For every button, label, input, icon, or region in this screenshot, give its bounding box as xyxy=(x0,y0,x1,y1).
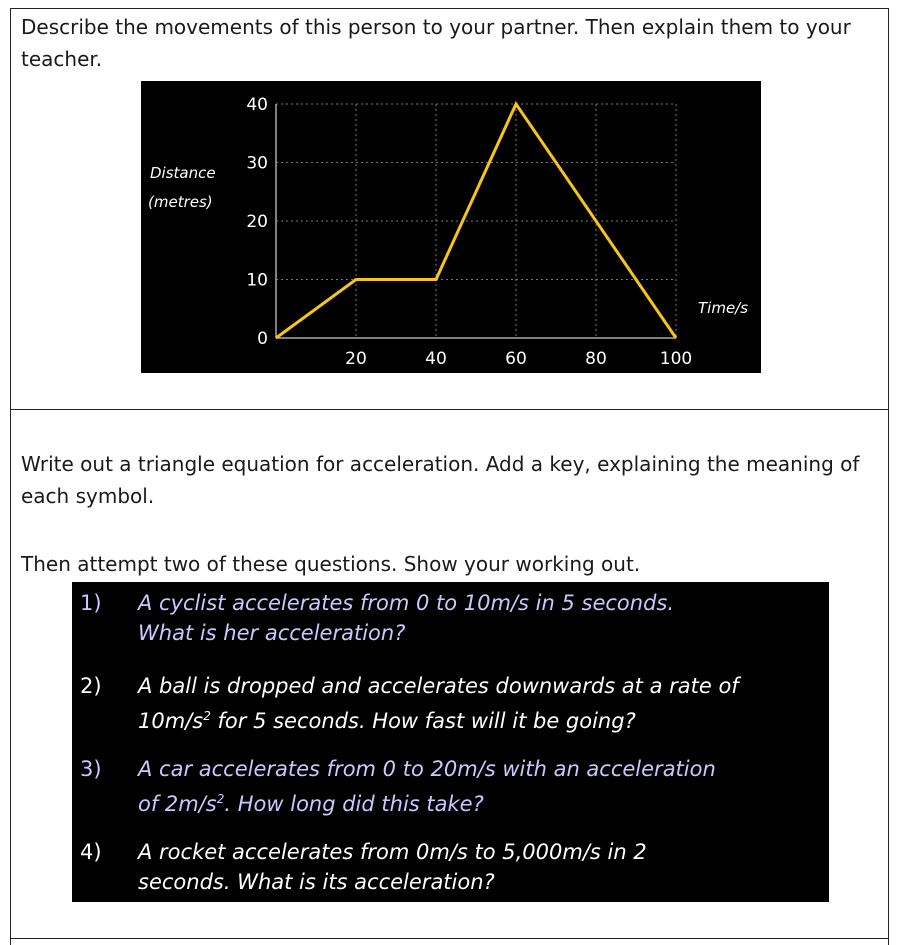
task2-instruction: Write out a triangle equation for acceleration. Add a key, explaining the meaning of each symbol. xyxy=(21,452,860,508)
distance-time-graph xyxy=(141,81,761,373)
task2-cell xyxy=(10,409,889,939)
next-cell-edge xyxy=(10,938,889,945)
question-3-line1: A car accelerates from 0 to 20m/s with an acceleration xyxy=(138,757,716,781)
question-2-line2: $10m/s^2$ for 5 seconds. How fast will it be going? xyxy=(138,709,636,733)
x-axis-label: Time/s xyxy=(698,299,749,317)
x-tick-label-60: 60 xyxy=(505,349,527,369)
question-4-line1: A rocket accelerates from 0m/s to 5,000m/s in 2 xyxy=(138,840,647,864)
y-axis-label-line1: Distance xyxy=(150,164,216,182)
question-4-number: 4) xyxy=(80,840,102,864)
question-2-number: 2) xyxy=(80,674,102,698)
question-1-number: 1) xyxy=(80,591,102,615)
x-tick-label-80: 80 xyxy=(585,349,607,369)
chart-svg xyxy=(141,81,761,373)
question-1-line1: A cyclist accelerates from 0 to 10m/s in 5 seconds. xyxy=(138,591,675,615)
questions-panel xyxy=(72,582,829,902)
x-tick-label-40: 40 xyxy=(425,349,447,369)
question-2-line1: A ball is dropped and accelerates downwards at a rate of xyxy=(138,674,739,698)
y-tick-label-40: 40 xyxy=(246,95,268,115)
question-3-line2: of $2m/s^2$. How long did this take? xyxy=(138,792,484,816)
question-4-line2: seconds. What is its acceleration? xyxy=(138,870,495,894)
question-1-line2: What is her acceleration? xyxy=(138,621,406,645)
task2-instruction-2: Then attempt two of these questions. Show your working out. xyxy=(21,552,641,576)
task1-instruction: Describe the movements of this person to your partner. Then explain them to your teacher. xyxy=(21,15,851,71)
question-3-number: 3) xyxy=(80,757,102,781)
y-tick-label-30: 30 xyxy=(246,153,268,174)
x-tick-label-100: 100 xyxy=(659,349,693,369)
y-axis-label-line2: (metres) xyxy=(148,193,213,211)
task1-cell xyxy=(10,8,889,410)
x-tick-label-20: 20 xyxy=(345,349,367,369)
y-tick-label-10: 10 xyxy=(246,270,268,291)
y-tick-label-20: 20 xyxy=(246,212,268,232)
y-tick-label-0: 0 xyxy=(257,329,268,349)
